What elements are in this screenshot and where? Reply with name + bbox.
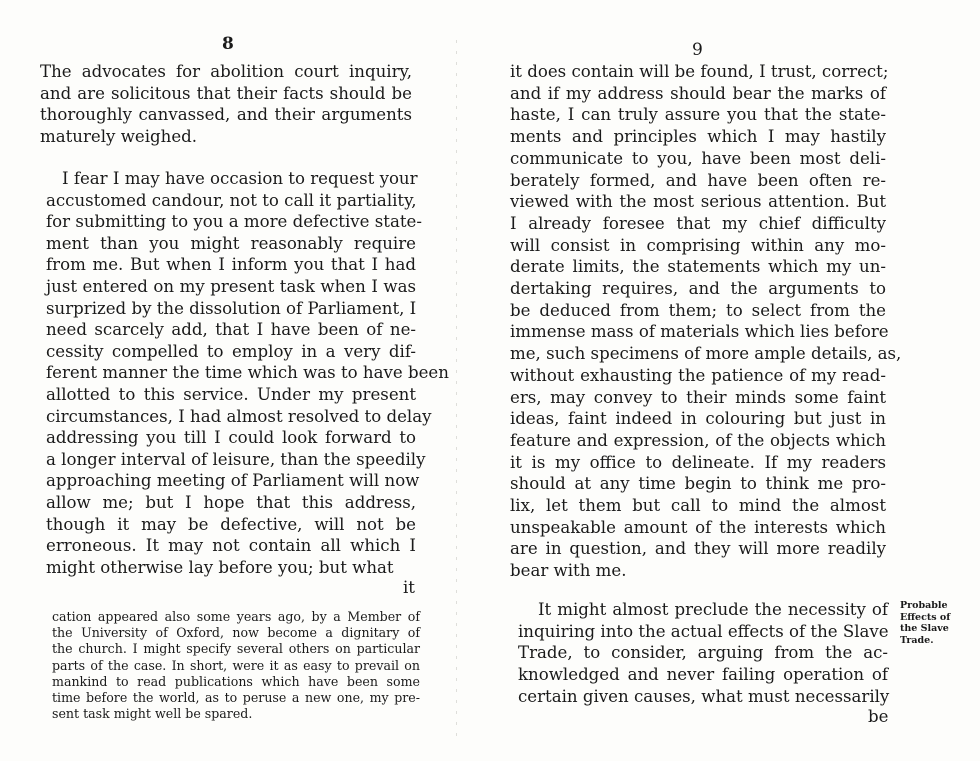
marginal-note-line: the Slave (900, 623, 949, 634)
text-line: ferent manner the time which was to have been (46, 363, 449, 383)
text-line: circumstances, I had almost resolved to delay (46, 406, 432, 426)
text-line: knowledged and never failing operation of (518, 665, 888, 685)
text-line: dertaking requires, and the arguments to (510, 279, 886, 298)
text-line: allotted to this service. Under my present (46, 385, 416, 404)
text-line: a longer interval of leisure, than the speedily (46, 449, 426, 469)
text-line: and if my address should bear the marks of (510, 83, 886, 103)
text-line: the University of Oxford, now become a dignitary of (52, 625, 420, 641)
text-line: though it may be defective, will not be (46, 514, 416, 534)
text-line: ment than you might reasonably require (46, 233, 416, 253)
text-line: me, such specimens of more ample details, as, (510, 344, 902, 364)
page-number-left: 8 (222, 34, 234, 54)
text-line: surprized by the dissolution of Parliament, I (46, 298, 417, 318)
text-line: I fear I may have occasion to request your (62, 169, 418, 188)
text-line: erroneous. It may not contain all which I (46, 536, 416, 556)
text-line: for submitting to you a more defective state- (46, 212, 422, 232)
text-line: unspeakable amount of the interests which (510, 517, 886, 537)
text-line: inquiring into the actual effects of the Slave (518, 621, 889, 641)
text-line: ers, may convey to their minds some faint (510, 387, 886, 407)
marginal-note-line: Probable (900, 600, 948, 611)
marginal-note (900, 600, 954, 646)
text-line: immense mass of materials which lies before (510, 322, 889, 342)
text-line: maturely weighed. (40, 126, 198, 146)
text-line: allow me; but I hope that this address, (46, 493, 416, 512)
text-line: The advocates for abolition court inquiry, (40, 62, 412, 81)
text-line: It might almost preclude the necessity of (538, 600, 888, 619)
text-line: cessity compelled to employ in a very dif- (46, 341, 416, 361)
text-line: derate limits, the statements which my un- (510, 257, 886, 277)
text-line: I already foresee that my chief difficulty (510, 213, 886, 233)
page-number-right: 9 (692, 40, 703, 60)
text-line: should at any time begin to think me pro- (510, 474, 886, 494)
text-line: feature and expression, of the objects which (510, 430, 886, 450)
text-line: berately formed, and have been often re- (510, 170, 886, 190)
text-line: bear with me. (510, 561, 627, 581)
text-line: sent task might well be spared. (52, 706, 253, 722)
text-line: might otherwise lay before you; but what (46, 557, 394, 577)
text-line: communicate to you, have been most deli- (510, 148, 886, 168)
text-line: and are solicitous that their facts should be (40, 83, 412, 103)
text-line: it does contain will be found, I trust, correct; (510, 62, 889, 81)
text-line: time before the world, as to peruse a new one, my pre- (52, 690, 420, 705)
gutter-divider (456, 40, 457, 740)
text-line: be deduced from them; to select from the (510, 300, 886, 320)
text-line: cation appeared also some years ago, by a Member of (52, 609, 420, 624)
text-line: the church. I might specify several others on particular (52, 641, 420, 657)
text-line: haste, I can truly assure you that the state- (510, 105, 886, 125)
text-line: Trade, to consider, arguing from the ac- (518, 643, 888, 663)
text-line: certain given causes, what must necessarily (518, 686, 890, 706)
text-line: just entered on my present task when I was (46, 277, 416, 296)
text-line: viewed with the most serious attention. But (510, 192, 886, 212)
text-line: ments and principles which I may hastily (510, 127, 886, 147)
text-line: approaching meeting of Parliament will now (46, 471, 420, 491)
text-line: ideas, faint indeed in colouring but just in (510, 409, 886, 429)
text-line: thoroughly canvassed, and their arguments (40, 105, 412, 125)
text-line: are in question, and they will more readily (510, 539, 886, 559)
text-line: accustomed candour, not to call it partiality, (46, 190, 417, 210)
left-page (0, 0, 470, 761)
catchword-left: it (403, 578, 415, 597)
text-line: will consist in comprising within any mo- (510, 235, 886, 255)
text-line: mankind to read publications which have been some (52, 673, 420, 689)
text-line: lix, let them but call to mind the almost (510, 496, 886, 515)
text-line: need scarcely add, that I have been of ne- (46, 320, 416, 340)
marginal-note-line: Effects of (900, 611, 951, 623)
catchword-right: be (868, 707, 889, 726)
text-line: without exhausting the patience of my read- (510, 365, 886, 385)
marginal-note-line: Trade. (900, 634, 934, 646)
text-line: addressing you till I could look forward to (46, 428, 416, 448)
text-line: from me. But when I inform you that I had (46, 255, 416, 275)
text-line: parts of the case. In short, were it as easy to prevail on (52, 657, 420, 673)
text-line: it is my office to delineate. If my readers (510, 452, 886, 472)
right-page (470, 0, 980, 761)
